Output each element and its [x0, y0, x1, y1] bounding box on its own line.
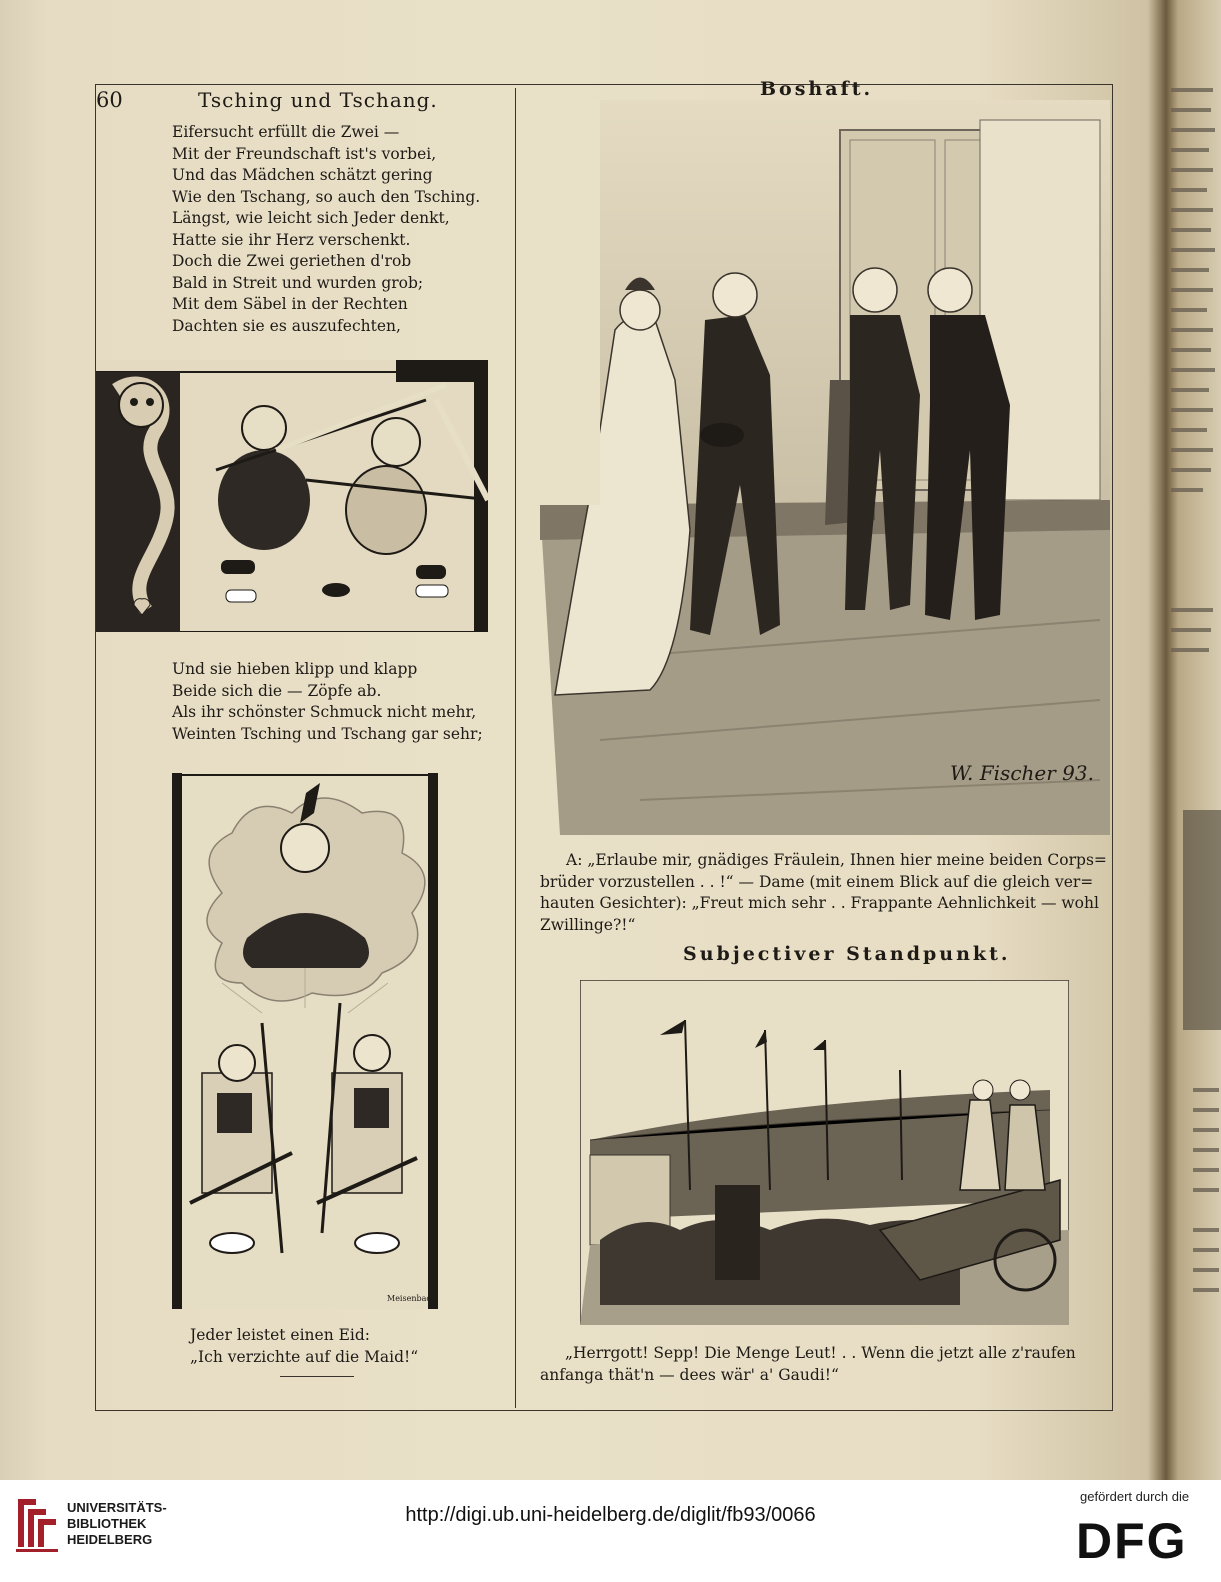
section-rule: [280, 1376, 354, 1377]
verse-line: Eifersucht erfüllt die Zwei —: [172, 123, 400, 141]
standpunkt-title: Subjectiver Standpunkt.: [683, 943, 1011, 965]
stanza-3: [190, 1325, 418, 1368]
verse-line: Mit dem Säbel in der Rechten: [172, 295, 408, 313]
verse-line: Als ihr schönster Schmuck nicht mehr,: [172, 703, 477, 721]
verse-line: Hatte sie ihr Herz verschenkt.: [172, 230, 411, 249]
verse-line: Und sie hieben klipp und klapp: [172, 660, 418, 678]
verse-line: Und das Mädchen schätzt gering: [172, 166, 433, 184]
stanza-2: [172, 659, 483, 745]
verse-line: Mit der Freundschaft ist's vorbei,: [172, 144, 437, 163]
standpunkt-illustration: [580, 980, 1069, 1325]
verse-line: Längst, wie leicht sich Jeder denkt,: [172, 209, 450, 227]
verse-line: Doch die Zwei geriethen d'rob: [172, 252, 412, 270]
sword-fight-illustration: [96, 360, 488, 632]
caption-line: hauten Gesichter): „Freut mich sehr . . Frappante Aehnlichkeit — wohl: [540, 894, 1099, 912]
artist-signature: W. Fischer 93.: [950, 761, 1094, 785]
verse-line: Bald in Streit und wurden grob;: [172, 273, 424, 292]
university-name-line: BIBLIOTHEK: [67, 1516, 147, 1531]
illustration-signature: Meisenbach: [387, 1294, 436, 1303]
permalink-url[interactable]: http://digi.ub.uni-heidelberg.de/diglit/fb93/0066: [405, 1504, 816, 1526]
caption-line: brüder vorzustellen . . !“ — Dame (mit einem Blick auf die gleich ver=: [540, 872, 1094, 891]
boshaft-caption: [540, 850, 1107, 936]
verse-line: Weinten Tsching und Tschang gar sehr;: [172, 724, 483, 743]
page-number: 60: [96, 88, 123, 112]
poem-title: Tsching und Tschang.: [198, 88, 438, 112]
caption-line: A: „Erlaube mir, gnädiges Fräulein, Ihnen hier meine beiden Corps=: [566, 851, 1107, 869]
dfg-logo: DFG: [1076, 1513, 1188, 1569]
footer-bar: [0, 1480, 1221, 1582]
boshaft-illustration: [540, 100, 1110, 835]
boshaft-title: Boshaft.: [760, 78, 874, 100]
stanza-1: [172, 122, 480, 337]
funded-by-label: gefördert durch die: [1080, 1489, 1190, 1504]
verse-line: Wie den Tschang, so auch den Tsching.: [172, 187, 481, 206]
oath-illustration: [172, 773, 438, 1309]
standpunkt-caption: [540, 1343, 1076, 1386]
caption-line: „Herrgott! Sepp! Die Menge Leut! . . Wenn die jetzt alle z'raufen: [565, 1344, 1076, 1362]
verse-line: Jeder leistet einen Eid:: [190, 1326, 371, 1344]
caption-line: anfanga thät'n — dees wär' a' Gaudi!“: [540, 1365, 839, 1384]
column-divider: [515, 88, 516, 1408]
university-name-line: HEIDELBERG: [67, 1532, 153, 1547]
verse-line: „Ich verzichte auf die Maid!“: [190, 1347, 419, 1366]
verse-line: Dachten sie es auszufechten,: [172, 316, 401, 335]
caption-line: Zwillinge?!“: [540, 915, 636, 934]
university-name-line: UNIVERSITÄTS-: [67, 1500, 167, 1515]
verse-line: Beide sich die — Zöpfe ab.: [172, 681, 382, 700]
adjacent-page-edge: [1163, 30, 1221, 1470]
